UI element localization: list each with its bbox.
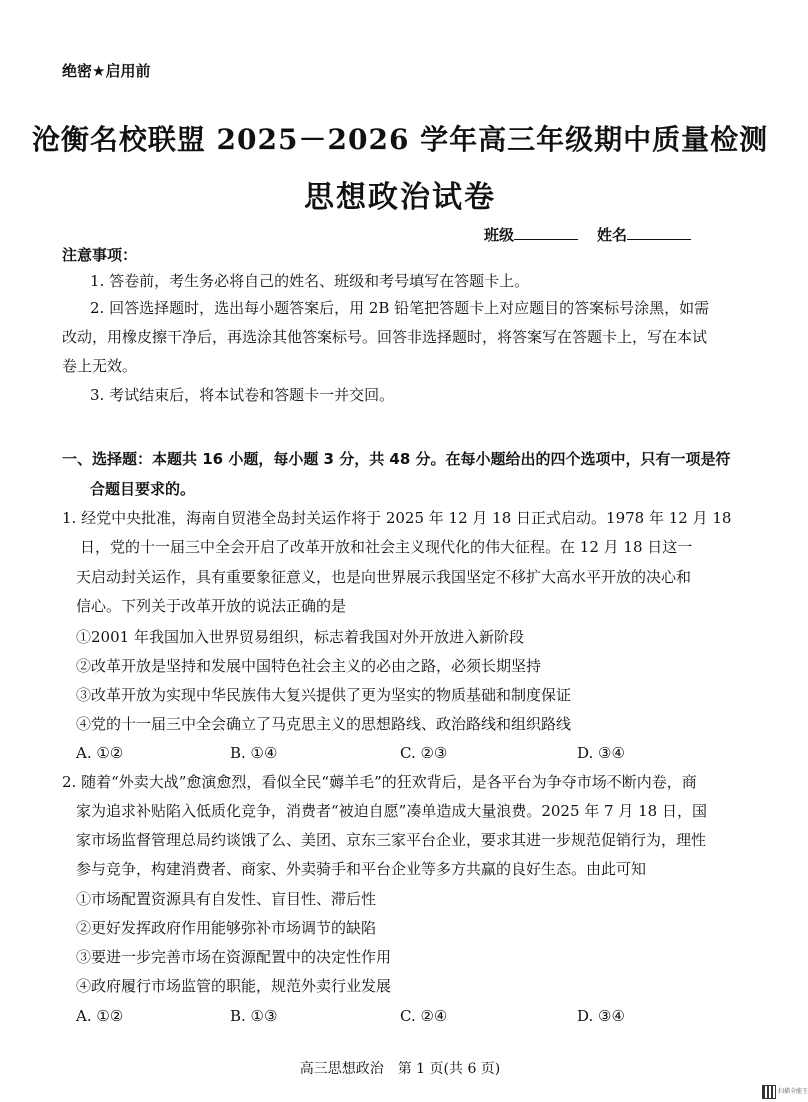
q2-statement-4: ④政府履行市场监管的职能，规范外卖行业发展 <box>76 977 392 995</box>
q1-option-a: A. ①② <box>76 744 124 762</box>
q1-statement-2: ②改革开放是坚持和发展中国特色社会主义的必由之路，必须长期坚持 <box>76 657 542 675</box>
q2-option-d: D. ③④ <box>577 1007 625 1025</box>
q2-statement-2: ②更好发挥政府作用能够弥补市场调节的缺陷 <box>76 919 377 937</box>
q1-stem-line4: 信心。下列关于改革开放的说法正确的是 <box>76 597 347 615</box>
class-label: 班级 <box>484 226 515 244</box>
page-footer: 高三思想政治 第 1 页(共 6 页) <box>299 1061 501 1077</box>
q2-option-a: A. ①② <box>76 1007 124 1025</box>
q1-statement-1: ①2001 年我国加入世界贸易组织，标志着我国对外开放进入新阶段 <box>76 628 524 646</box>
q1-statement-3: ③改革开放为实现中华民族伟大复兴提供了更为坚实的物质基础和制度保证 <box>76 686 572 704</box>
note-item-2-line2: 改动，用橡皮擦干净后，再选涂其他答案标号。回答非选择题时，将答案写在答题卡上，写在本试 <box>62 328 708 346</box>
name-field <box>597 224 691 245</box>
q2-option-b: B. ①③ <box>230 1007 278 1025</box>
confidential-mark: 绝密★启用前 <box>62 62 151 80</box>
notes-heading: 注意事项： <box>62 246 138 264</box>
q1-option-c: C. ②③ <box>400 744 448 762</box>
exam-title: 沧衡名校联盟 2025－2026 学年高三年级期中质量检测 <box>31 123 769 156</box>
q1-option-b: B. ①④ <box>230 744 278 762</box>
q1-statement-4: ④党的十一届三中全会确立了马克思主义的思想路线、政治路线和组织路线 <box>76 715 572 733</box>
exam-subject-title: 思想政治试卷 <box>304 180 496 215</box>
q2-stem-line1: 2. 随着“外卖大战”愈演愈烈，看似全民“薅羊毛”的狂欢背后，是各平台为争夺市场不断内卷，商 <box>62 773 697 791</box>
name-label: 姓名 <box>597 226 628 244</box>
class-field <box>484 224 578 245</box>
q2-stem-line2: 家为追求补贴陷入低质化竞争，消费者“被迫自愿”凑单造成大量浪费。2025 年 7 月 18 日，国 <box>76 802 707 820</box>
scanner-watermark: 扫描全能王 <box>778 1088 808 1095</box>
q1-stem-line3: 天启动封关运作，具有重要象征意义，也是向世界展示我国坚定不移扩大高水平开放的决心和 <box>76 568 692 586</box>
q1-stem-line1: 1. 经党中央批准，海南自贸港全岛封关运作将于 2025 年 12 月 18 日正式启动。1978 年 12 月 18 <box>62 509 732 527</box>
q2-statement-1: ①市场配置资源具有自发性、盲目性、滞后性 <box>76 890 377 908</box>
note-item-1: 1. 答卷前，考生务必将自己的姓名、班级和考号填写在答题卡上。 <box>90 272 530 290</box>
class-blank <box>514 225 578 240</box>
note-item-3: 3. 考试结束后，将本试卷和答题卡一并交回。 <box>90 386 395 404</box>
q1-stem-line2: 日，党的十一届三中全会开启了改革开放和社会主义现代化的伟大征程。在 12 月 18 日这一 <box>80 538 693 556</box>
q2-option-c: C. ②④ <box>400 1007 448 1025</box>
q1-option-d: D. ③④ <box>577 744 625 762</box>
note-item-2-line1: 2. 回答选择题时，选出每小题答案后，用 2B 铅笔把答题卡上对应题目的答案标号涂黑，如需 <box>90 299 710 317</box>
q2-stem-line4: 参与竞争，构建消费者、商家、外卖骑手和平台企业等多方共赢的良好生态。由此可知 <box>76 860 647 878</box>
section-heading-line1: 一、选择题：本题共 16 小题，每小题 3 分，共 48 分。在每小题给出的四个选项中，只有一项是符 <box>62 450 731 468</box>
qr-code-icon <box>762 1085 776 1099</box>
q2-statement-3: ③要进一步完善市场在资源配置中的决定性作用 <box>76 948 392 966</box>
q2-stem-line3: 家市场监督管理总局约谈饿了么、美团、京东三家平台企业，要求其进一步规范促销行为，理性 <box>76 831 707 849</box>
name-blank <box>627 225 691 240</box>
section-heading-line2: 合题目要求的。 <box>90 480 196 498</box>
note-item-2-line3: 卷上无效。 <box>62 357 138 375</box>
